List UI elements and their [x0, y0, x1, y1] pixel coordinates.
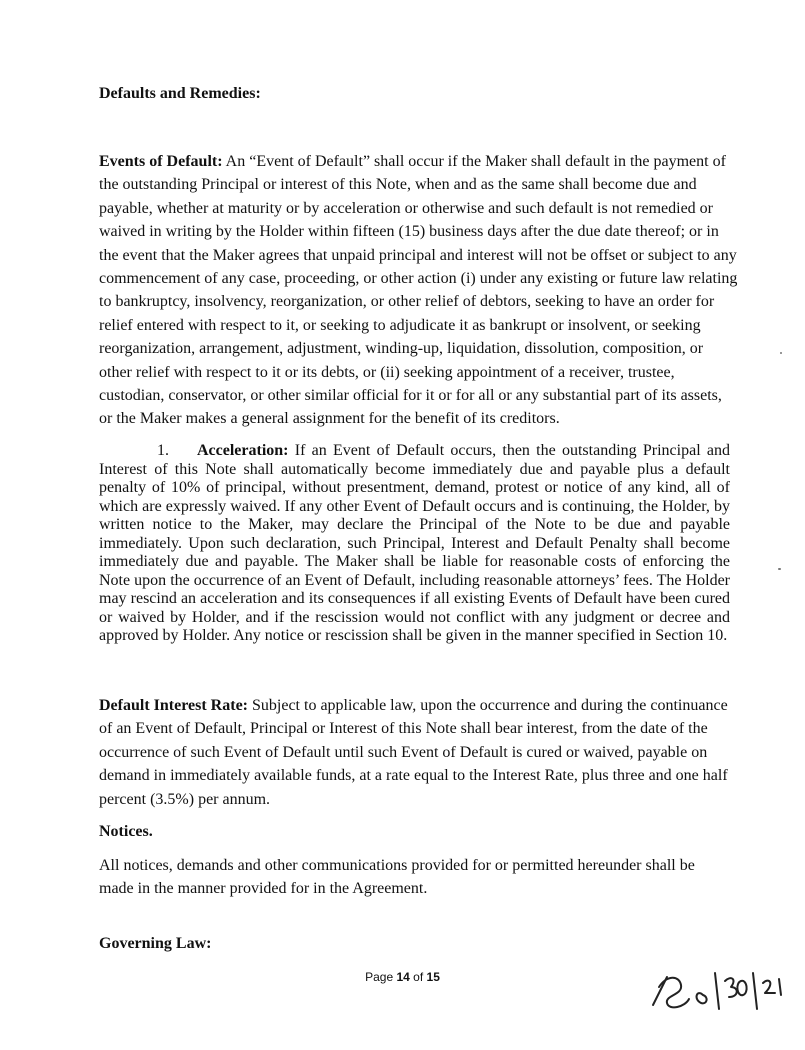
default-interest-body: Subject to applicable law, upon the occurrence and during the continuance of an Event of Default, Principal or Interest of this Note shall bear interest, from the date of the occurrence of such Event of Default until such Event of Default is cured or waived, payable on demand in immediately available funds, at a rate equal to the Interest Rate, plus three and one half percent (3.5%) per annum.	[99, 697, 728, 808]
acceleration-body: If an Event of Default occurs, then the outstanding Principal and Interest of this Note shall automatically become immediately due and payable plus a default penalty of 10% of principal, without presentment, demand, protest or notice of any kind, all of which are expressly waived. If any other Event of Default occurs and is continuing, the Holder, by written notice to the Maker, may declare the Principal of the Note to be due and payable immediately. Upon such declaration, such Principal, Interest and Default Penalty shall become immediately due and payable. The Maker shall be liable for reasonable costs of enforcing the Note upon the occurrence of an Event of Default, including reasonable attorneys’ fees. The Holder may rescind an acceleration and its consequences if all existing Events of Default have been cured or waived by Holder, and if the rescission would not conflict with any judgment or decree and approved by Holder. Any notice or rescission shall be given in the manner specified in Section 10.	[99, 442, 730, 644]
events-of-default-text	[99, 150, 739, 431]
acceleration-number: 1.	[157, 442, 169, 459]
notices-heading-text: Notices.	[99, 823, 153, 840]
events-of-default-body: An “Event of Default” shall occur if the Maker shall default in the payment of the outstanding Principal or interest of this Note, when and as the same shall become due and payable, whether at maturity or by acceleration or otherwise and such default is not remedied or waived in writing by the Holder within fifteen (15) business days after the due date thereof; or in the event that the Maker agrees that unpaid principal and interest will not be offset or subject to any commencement of any case, proceeding, or other action (i) under any existing or future law relating to bankruptcy, insolvency, reorganization, or other relief of debtors, seeking to have an order for relief entered with respect to it, or seeking to adjudicate it as bankrupt or insolvent, or seeking reorganization, arrangement, adjustment, winding-up, liquidation, dissolution, composition, or other relief with respect to it or its debts, or (ii) seeking appointment of a receiver, trustee, custodian, conservator, or other similar official for it or for all or any substantial part of its assets, or the Maker makes a general assignment for the benefit of its creditors.	[99, 153, 738, 428]
scan-speck	[780, 352, 782, 354]
events-of-default-paragraph	[99, 150, 739, 431]
events-of-default-label: Events of Default:	[99, 153, 223, 170]
default-interest-label: Default Interest Rate:	[99, 697, 248, 714]
governing-law-heading-text: Governing Law:	[99, 935, 212, 952]
handwritten-signature-initials	[645, 965, 785, 1015]
page-total: 15	[426, 970, 440, 984]
governing-law-heading	[99, 934, 211, 954]
scan-speck	[778, 568, 781, 570]
notices-text: All notices, demands and other communications provided for or permitted hereunder shall be made in the manner provided for in the Agreement.	[99, 857, 695, 898]
of-word: of	[409, 970, 427, 984]
defaults-remedies-heading-text: Defaults and Remedies:	[99, 85, 261, 102]
acceleration-label: Acceleration:	[197, 442, 289, 459]
notices-heading	[99, 822, 153, 842]
notices-paragraph	[99, 854, 719, 901]
default-interest-paragraph	[99, 694, 739, 811]
acceleration-paragraph	[99, 442, 730, 646]
page-word: Page	[365, 970, 397, 984]
page-number: 14	[396, 970, 410, 984]
defaults-remedies-heading	[99, 84, 261, 104]
default-interest-text	[99, 694, 739, 811]
acceleration-text	[99, 442, 730, 646]
